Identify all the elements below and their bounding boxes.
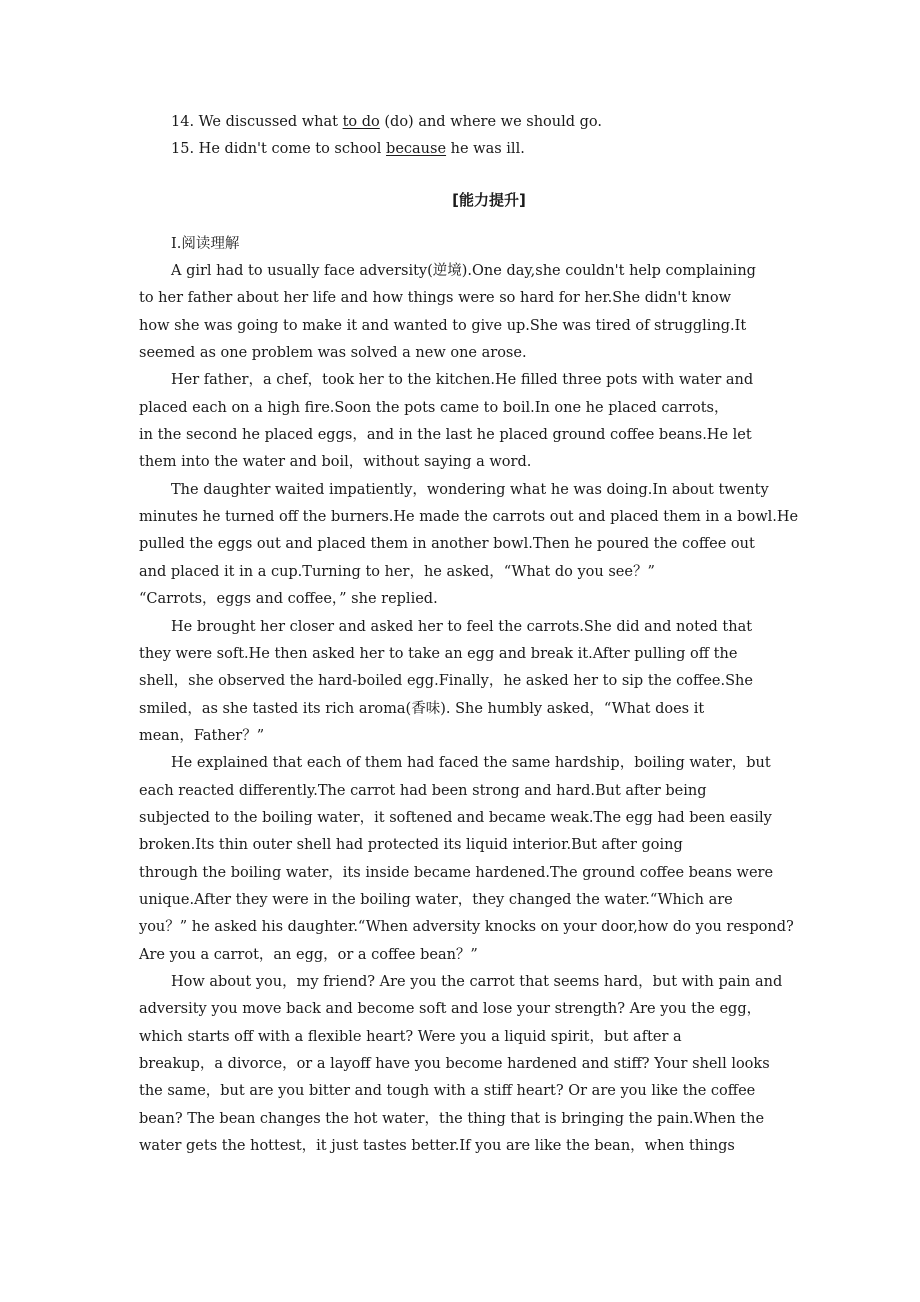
text-line: broken.Its thin outer shell had protected its liquid interior.But after going bbox=[139, 837, 683, 854]
text-line: “Carrots，eggs and coffee，” she replied. bbox=[139, 591, 438, 608]
exercise-answer: because bbox=[386, 141, 447, 158]
text-line: The daughter waited impatiently，wondering what he was doing.In about twenty bbox=[171, 481, 769, 498]
text-line: smiled，as she tasted its rich aroma(香味). She humbly asked，“What does it bbox=[139, 700, 705, 717]
text-line: bean? The bean changes the hot water，the thing that is bringing the pain.When the bbox=[139, 1110, 765, 1127]
text-line: which starts off with a flexible heart? Were you a liquid spirit，but after a bbox=[139, 1028, 682, 1045]
exercise-14 bbox=[139, 109, 839, 136]
paragraph bbox=[139, 367, 839, 476]
text-line: water gets the hottest，it just tastes better.If you are like the bean，when things bbox=[139, 1138, 735, 1155]
text-line: Are you a carrot，an egg，or a coffee bean？” bbox=[139, 946, 478, 963]
text-line: mean，Father？” bbox=[139, 727, 265, 744]
text-line: how she was going to make it and wanted to give up.She was tired of struggling.It bbox=[139, 317, 747, 334]
paragraph bbox=[139, 258, 839, 367]
text-line: breakup，a divorce，or a layoff have you become hardened and stiff? Your shell looks bbox=[139, 1056, 770, 1072]
document-page bbox=[139, 109, 839, 1160]
text-line: through the boiling water，its inside became hardened.The ground coffee beans were bbox=[139, 864, 774, 881]
exercise-text: (do) and where we should go. bbox=[379, 114, 602, 130]
exercise-number: 15. bbox=[171, 141, 195, 158]
exercise-text: he was ill. bbox=[446, 141, 525, 158]
text-line: them into the water and boil，without saying a word. bbox=[139, 454, 532, 471]
text-line: He brought her closer and asked her to feel the carrots.She did and noted that bbox=[171, 618, 753, 635]
text-line: adversity you move back and become soft and lose your strength? Are you the egg， bbox=[139, 1001, 762, 1018]
text-line: Her father，a chef，took her to the kitchen.He filled three pots with water and bbox=[171, 372, 754, 389]
exercise-text: He didn't come to school bbox=[198, 141, 387, 158]
exercise-number: 14. bbox=[171, 114, 195, 130]
text-line: seemed as one problem was solved a new one arose. bbox=[139, 345, 527, 362]
text-line: subjected to the boiling water，it softened and became weak.The egg had been easily bbox=[139, 809, 772, 826]
text-line: shell，she observed the hard-boiled egg.Finally，he asked her to sip the coffee.She bbox=[139, 673, 753, 690]
text-line: they were soft.He then asked her to take an egg and break it.After pulling off the bbox=[139, 645, 738, 662]
text-line: and placed it in a cup.Turning to her，he asked，“What do you see？” bbox=[139, 563, 655, 580]
text-line: unique.After they were in the boiling water，they changed the water.“Which are bbox=[139, 891, 733, 908]
text-line: How about you，my friend? Are you the carrot that seems hard，but with pain and bbox=[171, 973, 783, 990]
text-line: A girl had to usually face adversity(逆境).One day,she couldn't help complaining bbox=[171, 263, 756, 280]
text-line: minutes he turned off the burners.He made the carrots out and placed them in a bowl.He bbox=[139, 509, 799, 526]
paragraph bbox=[139, 614, 839, 751]
exercise-text: We discussed what bbox=[198, 114, 343, 130]
exercise-15 bbox=[139, 136, 839, 163]
text-line: to her father about her life and how things were so hard for her.She didn't know bbox=[139, 290, 731, 307]
text-line: placed each on a high fire.Soon the pots came to boil.In one he placed carrots， bbox=[139, 399, 729, 416]
text-line: pulled the eggs out and placed them in another bowl.Then he poured the coffee out bbox=[139, 536, 755, 553]
text-line: each reacted differently.The carrot had been strong and hard.But after being bbox=[139, 782, 707, 799]
exercise-answer: to do bbox=[342, 114, 380, 130]
paragraph bbox=[139, 477, 839, 614]
paragraph bbox=[139, 969, 839, 1160]
text-line: He explained that each of them had faced the same hardship，boiling water，but bbox=[171, 755, 771, 772]
text-line: you？” he asked his daughter.“When adversity knocks on your door,how do you respond? bbox=[139, 919, 794, 936]
section-title: [能力提升] bbox=[452, 190, 526, 209]
text-line: the same，but are you bitter and tough with a stiff heart? Or are you like the coffee bbox=[139, 1083, 756, 1100]
text-line: in the second he placed eggs，and in the last he placed ground coffee beans.He let bbox=[139, 427, 752, 444]
part-heading: Ⅰ.阅读理解 bbox=[171, 235, 240, 252]
paragraph bbox=[139, 750, 839, 969]
